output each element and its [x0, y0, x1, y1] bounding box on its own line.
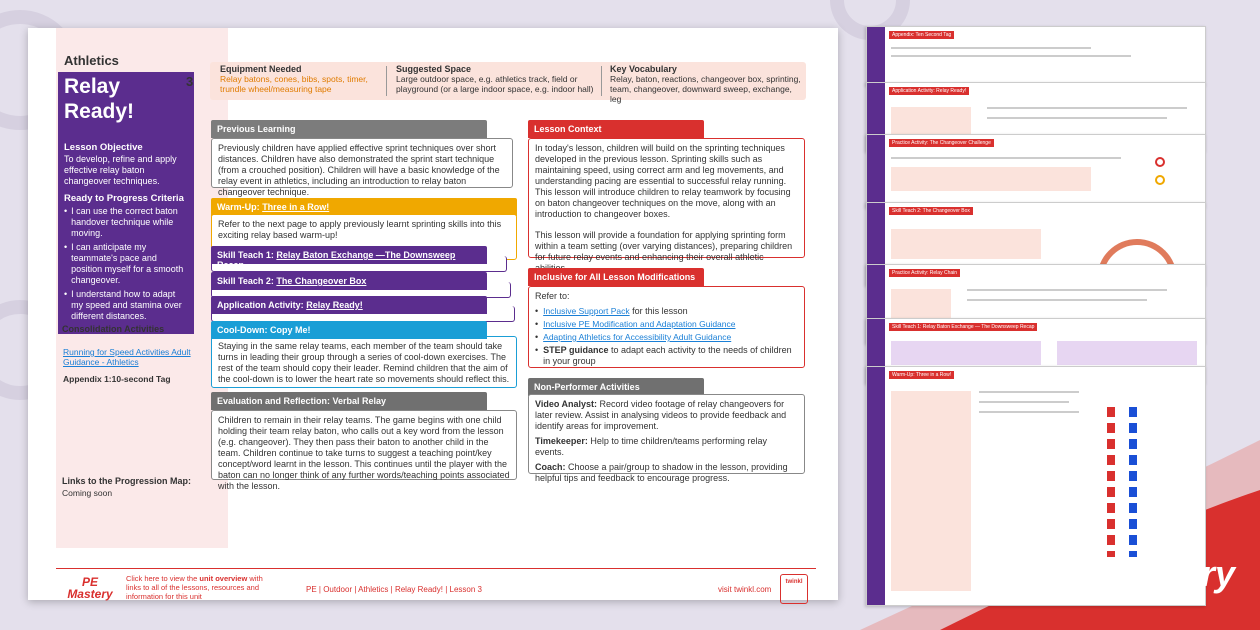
skill-teach-1-link[interactable]: Relay Baton Exchange —The Downsweep Recap [217, 250, 456, 270]
inclusive-item: • Inclusive Support Pack for this lesson [535, 306, 798, 317]
preview-page[interactable] [866, 134, 1206, 208]
preview-page-title: Skill Teach 2: The Changeover Box [889, 207, 973, 215]
lesson-title-line2: Ready! [64, 100, 135, 123]
warmup-heading[interactable]: Warm-Up: Three in a Row! [211, 198, 517, 216]
objective-heading: Lesson Objective [64, 142, 143, 153]
application-heading[interactable]: Application Activity: Relay Ready! [211, 296, 487, 314]
pe-mastery-logo [1082, 514, 1252, 618]
inclusive-heading: Inclusive for All Lesson Modifications [528, 268, 704, 286]
inclusive-item [535, 332, 798, 343]
criteria-item: • I understand how to adapt my speed and stamina over different distances. [64, 289, 188, 322]
footer-logo-top: PE [81, 575, 98, 589]
cooldown-card [211, 336, 517, 388]
inclusive-pe-guidance-link[interactable]: • Inclusive PE Modification and Adaptation Guidance [543, 319, 736, 329]
adapting-athletics-link[interactable]: • Adapting Athletics for Accessibility Adult Guidance [543, 332, 732, 342]
warmup-link[interactable]: Three in a Row! [262, 202, 330, 212]
preview-page-title: Practice Activity: Relay Chain [889, 269, 960, 277]
non-performer-heading: Non-Performer Activities [528, 378, 704, 396]
breadcrumb: PE | Outdoor | Athletics | Relay Ready! | Lesson 3 [306, 585, 482, 594]
coach-text: Coach: Choose a pair/group to shadow in the lesson, providing helpful tips and feedback to encourage progress. [535, 462, 788, 483]
criteria-heading: Ready to Progress Criteria [64, 193, 184, 204]
warmup-text: Refer to the next page to apply previously learnt sprinting skills into this exciting relay based warm-up! [218, 219, 502, 240]
preview-page-title: Practice Activity: The Changeover Challenge [889, 139, 994, 147]
preview-page-title: Skill Teach 1: Relay Baton Exchange — The Downsweep Recap [889, 323, 1037, 331]
lesson-context-text-2: This lesson will provide a foundation for applying sprinting form within a team setting (over varying distances), preparing children for future relay events and enhancing their overall athletic [535, 230, 793, 262]
previous-learning-heading: Previous Learning [211, 120, 487, 138]
preview-page[interactable] [866, 26, 1206, 86]
preview-page-title: Appendix: Ten Second Tag [889, 31, 954, 39]
criteria-item: • I can anticipate my teammate's pace and position myself for a smooth changeover. [64, 242, 188, 286]
lesson-info-bar [210, 62, 806, 104]
evaluation-heading: Evaluation and Reflection: Verbal Relay [211, 392, 487, 410]
inclusive-support-pack-link[interactable]: Inclusive Support Pack [543, 306, 630, 316]
objective-panel [58, 136, 194, 334]
previous-learning-text: Previously children have applied effective sprint techniques over short distances. Children have also demonstrated the sprint start technique (from a crouched position). Children will have a basic knowledge of the relay event in athletics, including an introduction to relay baton changeover technique. [218, 143, 500, 197]
cooldown-text: Staying in the same relay teams, each member of the team should take turns in leading their group through a series of cool-down exercises. The rest of the team should copy their leader. Remind children that the aim of the cool-down is to lower the heart rate so movements should reflect this. [218, 341, 510, 384]
unit-overview-link[interactable]: unit overview [199, 574, 248, 583]
criteria-list [64, 206, 188, 322]
cooldown-heading: Cool-Down: Copy Me! [211, 321, 487, 339]
application-link[interactable]: Relay Ready! [306, 300, 363, 310]
evaluation-text: Children to remain in their relay teams. The game begins with one child holding their team relay baton, who calls out a key word from the lesson (e.g. changeover). They then pass their baton to another child in the team. Children continue to take turns to suggest a teaching point/key concept/word learnt in the lesson. This continues until the player with the baton can no longer think of any further words/teaching points associated with the lesson. [218, 415, 510, 491]
lesson-context-heading: Lesson Context [528, 120, 704, 138]
footer-rule [56, 568, 816, 569]
footer-pe-mastery-logo[interactable] [60, 576, 120, 600]
lesson-plan-page [28, 28, 838, 600]
criteria-item: • I can use the correct baton handover technique while moving. [64, 206, 188, 239]
appendix-label: Appendix 1:10-second Tag [63, 374, 171, 384]
vocabulary-text: Relay, baton, reactions, changeover box, sprinting, team, changeover, downward sweep, exchange, leg [610, 74, 801, 104]
lesson-context-card [528, 138, 805, 262]
lesson-title-line1: Relay [64, 75, 121, 98]
equipment-text: Relay batons, cones, bibs, spots, timer, trundle wheel/measuring tape [220, 74, 368, 94]
twinkl-badge: twinkl [780, 574, 808, 604]
equipment-column [220, 64, 380, 94]
skill-teach-2-heading[interactable]: Skill Teach 2: The Changeover Box [211, 272, 487, 290]
preview-page-title: Warm-Up: Three in a Row! [889, 371, 954, 379]
non-performer-card [528, 394, 805, 483]
previous-learning-card [211, 138, 513, 197]
consolidation-link[interactable]: Running for Speed Activities Adult Guidance - Athletics [63, 347, 191, 367]
pe-mastery-logo-top: PE [1140, 514, 1194, 558]
progression-value: Coming soon [62, 488, 113, 498]
pe-mastery-logo-bottom: Mastery [1098, 553, 1236, 594]
lesson-title [58, 72, 194, 136]
inclusive-list [535, 306, 798, 367]
vocabulary-heading: Key Vocabulary [610, 64, 677, 74]
vocabulary-column [610, 64, 802, 104]
unit-overview-help[interactable]: Click here to view the unit overview with links to all of the lessons, resources and information for this unit [126, 574, 263, 601]
inclusive-item [535, 319, 798, 330]
twinkl-site-link[interactable]: visit twinkl.com [718, 585, 772, 594]
skill-teach-1-heading[interactable]: Skill Teach 1: Relay Baton Exchange —The Downsweep Recap [211, 246, 487, 264]
skill-teach-2-link[interactable]: The Changeover Box [276, 276, 367, 286]
inclusive-refer: Refer to: [535, 291, 570, 301]
space-heading: Suggested Space [396, 64, 472, 74]
subject-label: Athletics [64, 53, 119, 68]
evaluation-card [211, 410, 517, 491]
lesson-number: 3 [186, 74, 194, 89]
video-analyst-text: Video Analyst: Record video footage of relay changeovers for later review. Assist in analysing videos to provide feedback and identify areas for improvement. [535, 399, 787, 431]
space-text: Large outdoor space, e.g. athletics track, field or playground (or a large indoor space, e.g. indoor hall) [396, 74, 594, 94]
timekeeper-text: Timekeeper: Help to time children/teams performing relay events. [535, 436, 767, 457]
preview-page-title: Application Activity: Relay Ready! [889, 87, 969, 95]
lesson-context-text-1: In today's lesson, children will build on the sprinting techniques developed in the previous lesson. Sprinting skills such as maintaining speed, using correct arm and leg movements, and understanding pacing are essential to successful relay running. This lesson will introduce children to relay teamwork by focusing on baton changeover techniques on the move, along with an introduction to changeover boxes. [535, 143, 791, 219]
footer-logo-bottom: Mastery [67, 587, 113, 601]
inclusive-item: • STEP guidance to adapt each activity to the needs of children in your group [535, 345, 798, 367]
objective-text: To develop, refine and apply effective relay baton changeover techniques. [64, 154, 177, 186]
progression-heading: Links to the Progression Map: [62, 476, 192, 486]
inclusive-card [528, 286, 805, 368]
space-column [396, 64, 594, 94]
consolidation-heading: Consolidation Activities [62, 324, 165, 334]
equipment-heading: Equipment Needed [220, 64, 302, 74]
